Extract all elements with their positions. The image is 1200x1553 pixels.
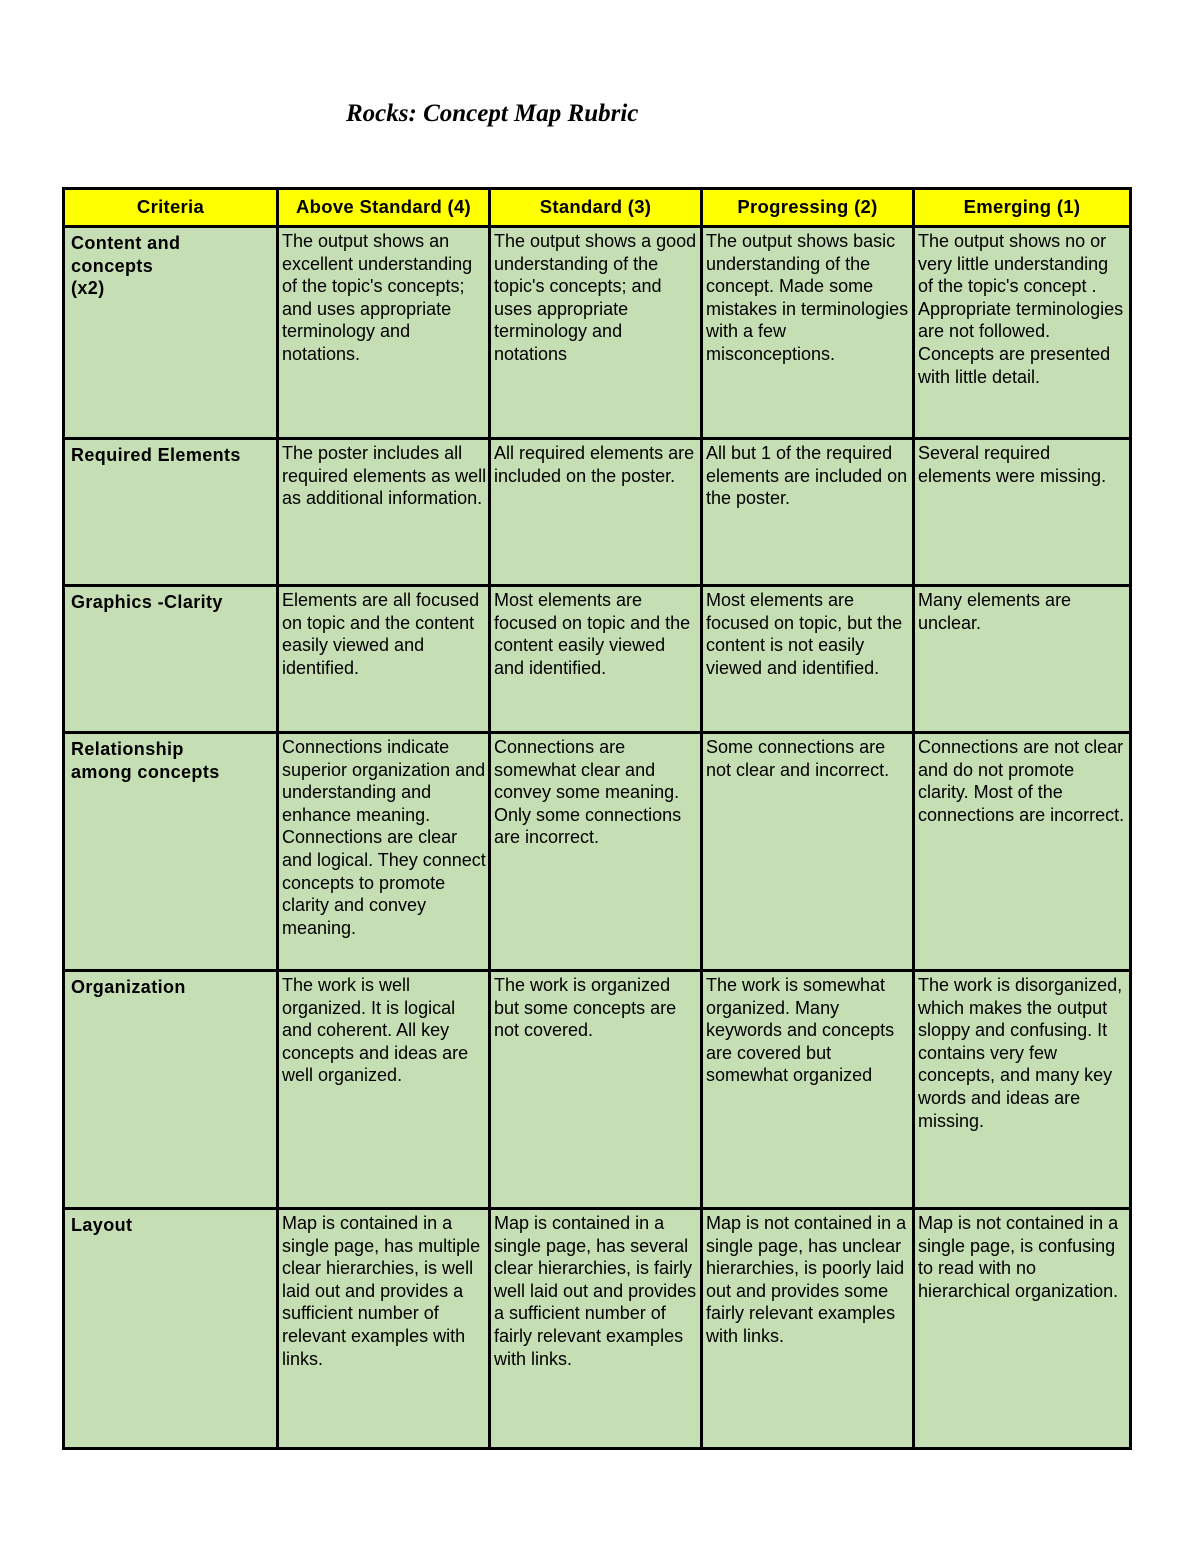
rubric-cell: The work is well organized. It is logical and coherent. All key concepts and ideas are well organized. bbox=[278, 971, 490, 1209]
header-progressing: Progressing (2) bbox=[702, 189, 914, 227]
table-row bbox=[64, 733, 1131, 971]
page-title: Rocks: Concept Map Rubric bbox=[346, 100, 639, 127]
criteria-cell: Required Elements bbox=[64, 439, 278, 586]
criteria-cell: Layout bbox=[64, 1209, 278, 1449]
rubric-cell: The output shows basic understanding of the concept. Made some mistakes in terminologies with a few misconceptions. bbox=[702, 227, 914, 439]
criteria-cell: Organization bbox=[64, 971, 278, 1209]
table-row bbox=[64, 1209, 1131, 1449]
rubric-cell: Many elements are unclear. bbox=[914, 586, 1131, 733]
table-row bbox=[64, 227, 1131, 439]
criteria-cell: Content and concepts (x2) bbox=[64, 227, 278, 439]
rubric-table bbox=[62, 187, 1132, 1450]
table-row bbox=[64, 971, 1131, 1209]
rubric-cell: Connections indicate superior organization and understanding and enhance meaning. Connections are clear and logical. They connect concepts to promote clarity and convey meaning. bbox=[278, 733, 490, 971]
rubric-cell: Elements are all focused on topic and the content easily viewed and identified. bbox=[278, 586, 490, 733]
header-above-standard: Above Standard (4) bbox=[278, 189, 490, 227]
rubric-cell: Map is contained in a single page, has several clear hierarchies, is fairly well laid out and provides a sufficient number of fairly relevant examples with links. bbox=[490, 1209, 702, 1449]
rubric-cell: Most elements are focused on topic and the content easily viewed and identified. bbox=[490, 586, 702, 733]
rubric-cell: Map is not contained in a single page, has unclear hierarchies, is poorly laid out and provides some fairly relevant examples with links. bbox=[702, 1209, 914, 1449]
rubric-cell: The work is somewhat organized. Many keywords and concepts are covered but somewhat organized bbox=[702, 971, 914, 1209]
criteria-cell: Graphics -Clarity bbox=[64, 586, 278, 733]
rubric-cell: The work is disorganized, which makes the output sloppy and confusing. It contains very few concepts, and many key words and ideas are missing. bbox=[914, 971, 1131, 1209]
table-row bbox=[64, 439, 1131, 586]
rubric-cell: All but 1 of the required elements are included on the poster. bbox=[702, 439, 914, 586]
rubric-cell: Connections are not clear and do not promote clarity. Most of the connections are incorrect. bbox=[914, 733, 1131, 971]
rubric-cell: Some connections are not clear and incorrect. bbox=[702, 733, 914, 971]
header-criteria: Criteria bbox=[64, 189, 278, 227]
rubric-cell: Map is not contained in a single page, is confusing to read with no hierarchical organization. bbox=[914, 1209, 1131, 1449]
rubric-cell: Map is contained in a single page, has multiple clear hierarchies, is well laid out and provides a sufficient number of relevant examples with links. bbox=[278, 1209, 490, 1449]
rubric-cell: The output shows an excellent understanding of the topic's concepts; and uses appropriate terminology and notations. bbox=[278, 227, 490, 439]
rubric-cell: All required elements are included on the poster. bbox=[490, 439, 702, 586]
header-standard: Standard (3) bbox=[490, 189, 702, 227]
rubric-cell: Several required elements were missing. bbox=[914, 439, 1131, 586]
table-row bbox=[64, 586, 1131, 733]
rubric-cell: The poster includes all required elements as well as additional information. bbox=[278, 439, 490, 586]
rubric-cell: Most elements are focused on topic, but the content is not easily viewed and identified. bbox=[702, 586, 914, 733]
rubric-cell: The work is organized but some concepts are not covered. bbox=[490, 971, 702, 1209]
rubric-cell: Connections are somewhat clear and convey some meaning. Only some connections are incorrect. bbox=[490, 733, 702, 971]
header-row bbox=[64, 189, 1131, 227]
header-emerging: Emerging (1) bbox=[914, 189, 1131, 227]
rubric-cell: The output shows a good understanding of the topic's concepts; and uses appropriate terminology and notations bbox=[490, 227, 702, 439]
rubric-cell: The output shows no or very little understanding of the topic's concept . Appropriate terminologies are not followed. Concepts are presented with little detail. bbox=[914, 227, 1131, 439]
criteria-cell: Relationship among concepts bbox=[64, 733, 278, 971]
